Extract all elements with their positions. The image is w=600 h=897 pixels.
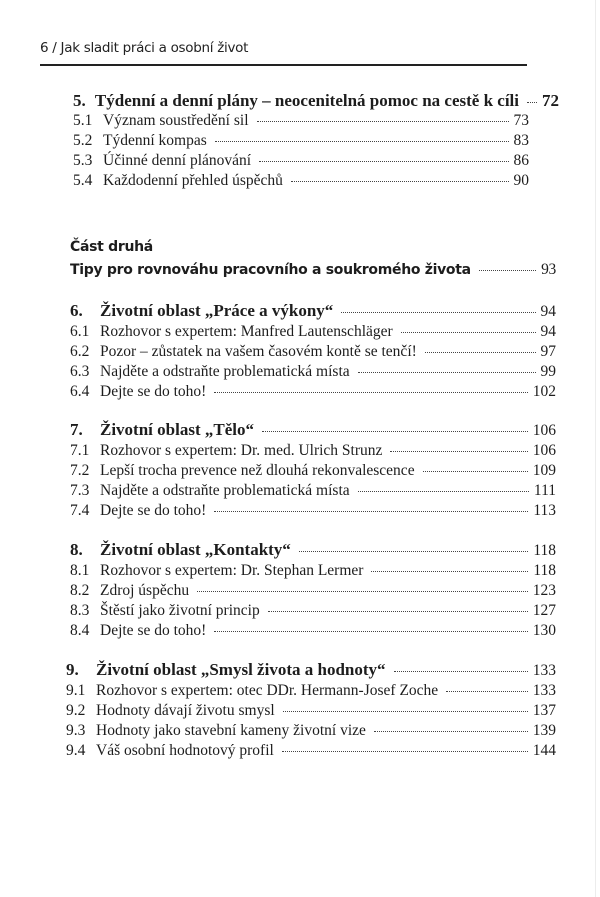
section-number: 7.1 xyxy=(70,442,90,459)
section-number: 8.2 xyxy=(70,582,90,599)
toc-section[interactable] xyxy=(70,622,556,640)
section-title: Účinné denní plánování xyxy=(103,152,252,169)
section-number: 8.3 xyxy=(70,602,90,619)
section-title: Význam soustředění sil xyxy=(103,112,249,129)
toc-section[interactable] xyxy=(73,112,529,130)
section-title: Rozhovor s expertem: otec DDr. Hermann-Josef Zoche xyxy=(96,682,439,699)
toc-section[interactable] xyxy=(73,132,529,150)
leader-dots xyxy=(197,591,528,592)
page-number: 83 xyxy=(513,132,529,149)
section-title: Rozhovor s expertem: Dr. med. Ulrich Strunz xyxy=(100,442,383,459)
leader-dots xyxy=(214,511,528,512)
toc-section[interactable] xyxy=(70,383,556,401)
page-number: 106 xyxy=(532,422,556,439)
page-number: 99 xyxy=(540,363,556,380)
part-title: Tipy pro rovnováhu pracovního a soukromého života xyxy=(70,262,471,278)
toc-part[interactable] xyxy=(70,261,556,279)
page-number: 137 xyxy=(532,702,556,719)
section-title: Hodnoty dávají životu smysl xyxy=(96,702,275,719)
section-number: 6.1 xyxy=(70,323,90,340)
section-title: Rozhovor s expertem: Dr. Stephan Lermer xyxy=(100,562,364,579)
toc-chapter[interactable] xyxy=(70,301,556,321)
section-title: Hodnoty jako stavební kameny životní vize xyxy=(96,722,366,739)
toc-chapter[interactable] xyxy=(70,420,556,440)
page-number: 94 xyxy=(540,323,556,340)
toc-chapter[interactable] xyxy=(70,540,556,560)
leader-dots xyxy=(214,392,527,393)
page-number: 94 xyxy=(540,303,556,320)
header-page-number: 6 xyxy=(40,40,49,56)
section-title: Lepší trocha prevence než dlouhá rekonvalescence xyxy=(100,462,415,479)
page-number: 102 xyxy=(532,383,556,400)
toc-chapter[interactable] xyxy=(73,91,559,111)
page-number: 133 xyxy=(532,682,556,699)
section-number: 6.2 xyxy=(70,343,90,360)
page-number: 130 xyxy=(532,622,556,639)
header-book-title: Jak sladit práci a osobní život xyxy=(60,40,249,56)
page-number: 93 xyxy=(541,261,556,278)
chapter-title: Týdenní a denní plány – neocenitelná pomoc na cestě k cíli xyxy=(94,91,519,110)
leader-dots xyxy=(401,332,536,333)
toc-section[interactable] xyxy=(66,682,556,700)
leader-dots xyxy=(358,491,529,492)
page-number: 133 xyxy=(532,662,556,679)
page-number: 139 xyxy=(532,722,556,739)
section-number: 7.4 xyxy=(70,502,90,519)
page-number: 90 xyxy=(513,172,529,189)
section-title: Každodenní přehled úspěchů xyxy=(103,172,283,189)
chapter-title: Životní oblast „Tělo“ xyxy=(100,420,254,439)
toc-section[interactable] xyxy=(66,702,556,720)
leader-dots xyxy=(259,161,508,162)
toc-section[interactable] xyxy=(70,562,556,580)
section-title: Týdenní kompas xyxy=(103,132,207,149)
running-header xyxy=(40,40,526,56)
toc-section[interactable] xyxy=(70,363,556,381)
toc-chapter[interactable] xyxy=(66,660,556,680)
toc-section[interactable] xyxy=(70,462,556,480)
page-number: 113 xyxy=(533,502,556,519)
section-title: Dejte se do toho! xyxy=(100,622,207,639)
section-number: 5.3 xyxy=(73,152,93,169)
leader-dots xyxy=(374,731,528,732)
page-edge xyxy=(595,0,596,897)
section-number: 8.1 xyxy=(70,562,90,579)
leader-dots xyxy=(299,551,529,552)
section-title: Zdroj úspěchu xyxy=(100,582,190,599)
page-number: 106 xyxy=(532,442,556,459)
page-number: 127 xyxy=(532,602,556,619)
page-number: 144 xyxy=(532,742,556,759)
toc-section[interactable] xyxy=(70,582,556,600)
page-number: 109 xyxy=(532,462,556,479)
toc-section[interactable] xyxy=(70,343,556,361)
section-number: 6.4 xyxy=(70,383,90,400)
chapter-number: 8. xyxy=(70,540,83,559)
section-number: 5.1 xyxy=(73,112,93,129)
leader-dots xyxy=(283,711,528,712)
toc-section[interactable] xyxy=(66,722,556,740)
section-title: Štěstí jako životní princip xyxy=(100,602,260,619)
section-title: Pozor – zůstatek na vašem časovém kontě se tenčí! xyxy=(100,343,417,360)
leader-dots xyxy=(446,691,528,692)
section-number: 5.4 xyxy=(73,172,93,189)
leader-dots xyxy=(257,121,509,122)
header-separator: / xyxy=(52,40,57,56)
page-number: 86 xyxy=(513,152,529,169)
part-label: Část druhá xyxy=(70,239,153,255)
chapter-title: Životní oblast „Práce a výkony“ xyxy=(100,301,334,320)
section-title: Dejte se do toho! xyxy=(100,383,207,400)
section-number: 7.3 xyxy=(70,482,90,499)
section-number: 8.4 xyxy=(70,622,90,639)
leader-dots xyxy=(527,102,537,103)
page-number: 118 xyxy=(533,562,556,579)
leader-dots xyxy=(214,631,527,632)
leader-dots xyxy=(215,141,509,142)
toc-section[interactable] xyxy=(70,482,556,500)
section-number: 6.3 xyxy=(70,363,90,380)
leader-dots xyxy=(423,471,528,472)
toc-section[interactable] xyxy=(70,502,556,520)
toc-section[interactable] xyxy=(70,323,556,341)
leader-dots xyxy=(282,751,528,752)
leader-dots xyxy=(358,372,536,373)
chapter-number: 7. xyxy=(70,420,83,439)
chapter-number: 9. xyxy=(66,660,79,679)
section-number: 9.4 xyxy=(66,742,86,759)
leader-dots xyxy=(394,671,528,672)
page-number: 97 xyxy=(540,343,556,360)
leader-dots xyxy=(390,451,527,452)
section-title: Rozhovor s expertem: Manfred Lautenschläger xyxy=(100,323,393,340)
leader-dots xyxy=(479,270,536,271)
section-number: 5.2 xyxy=(73,132,93,149)
page-number: 118 xyxy=(533,542,556,559)
toc-section[interactable] xyxy=(73,152,529,170)
section-title: Váš osobní hodnotový profil xyxy=(96,742,274,759)
toc-section[interactable] xyxy=(70,442,556,460)
leader-dots xyxy=(262,431,528,432)
chapter-number: 5. xyxy=(73,91,86,110)
section-title: Najděte a odstraňte problematická místa xyxy=(100,363,350,380)
chapter-title: Životní oblast „Kontakty“ xyxy=(100,540,291,559)
section-title: Najděte a odstraňte problematická místa xyxy=(100,482,350,499)
toc-section[interactable] xyxy=(73,172,529,190)
header-rule xyxy=(40,64,527,66)
leader-dots xyxy=(268,611,528,612)
leader-dots xyxy=(371,571,528,572)
leader-dots xyxy=(291,181,509,182)
leader-dots xyxy=(425,352,536,353)
section-title: Dejte se do toho! xyxy=(100,502,207,519)
chapter-number: 6. xyxy=(70,301,83,320)
leader-dots xyxy=(341,312,535,313)
page-number: 72 xyxy=(542,91,559,110)
section-number: 9.2 xyxy=(66,702,86,719)
page-number: 111 xyxy=(533,482,556,499)
section-number: 9.1 xyxy=(66,682,86,699)
chapter-title: Životní oblast „Smysl života a hodnoty“ xyxy=(96,660,386,679)
page-number: 73 xyxy=(513,112,529,129)
page-number: 123 xyxy=(532,582,556,599)
toc-section[interactable] xyxy=(66,742,556,760)
section-number: 7.2 xyxy=(70,462,90,479)
toc-section[interactable] xyxy=(70,602,556,620)
section-number: 9.3 xyxy=(66,722,86,739)
